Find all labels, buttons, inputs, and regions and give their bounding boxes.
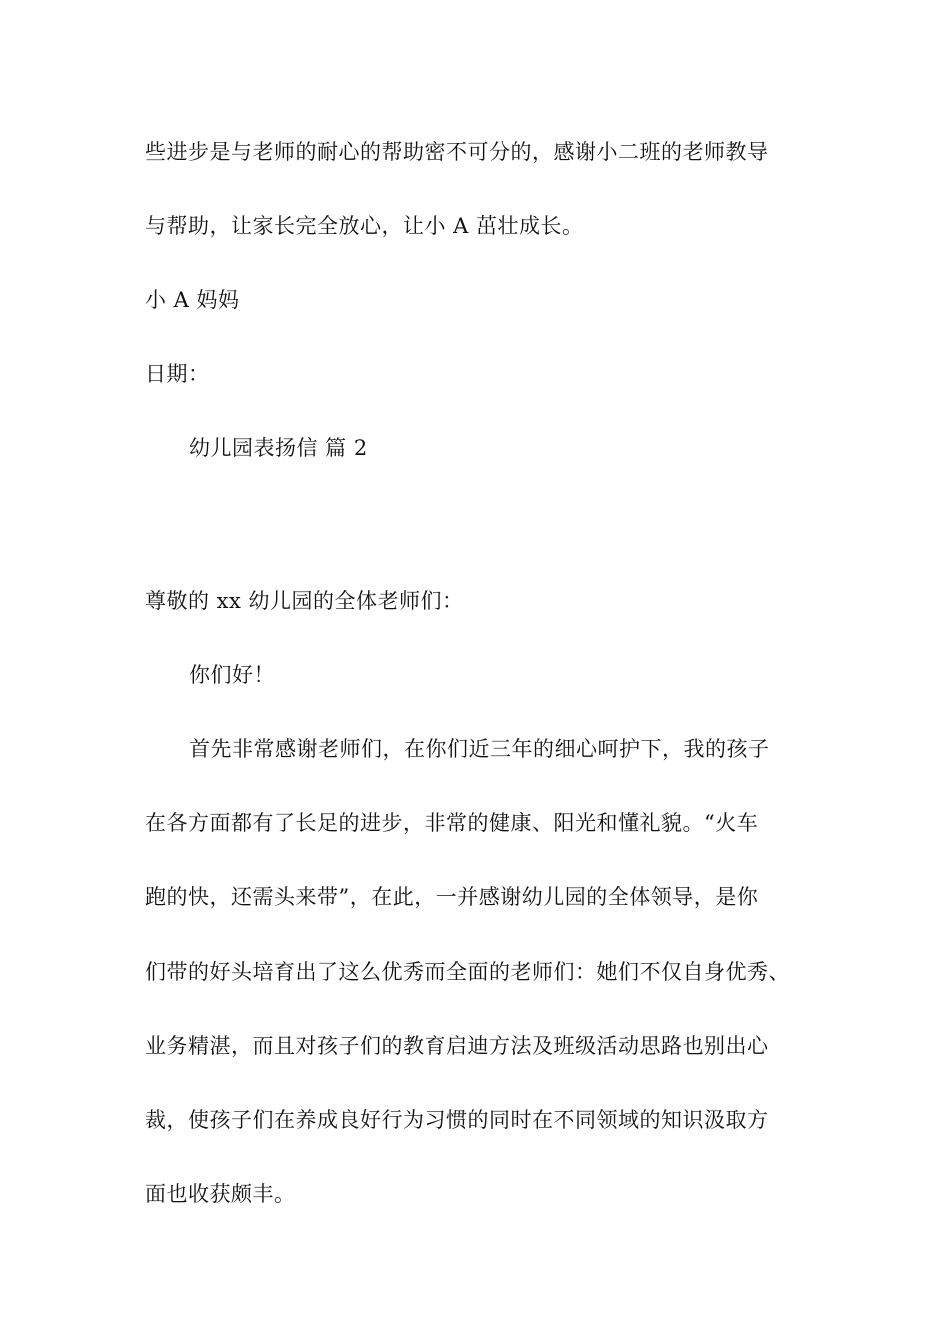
greeting: 你们好！ [189, 663, 275, 687]
date-label: 日期： [145, 362, 210, 386]
section-heading: 幼儿园表扬信 篇 2 [189, 436, 368, 460]
paragraph-line: 裁，使孩子们在养成良好行为习惯的同时在不同领域的知识汲取方 [145, 1108, 769, 1132]
paragraph-line: 跑的快，还需头来带”，在此，一并感谢幼儿园的全体领导，是你 [145, 885, 759, 909]
paragraph-line: 些进步是与老师的耐心的帮助密不可分的，感谢小二班的老师教导 [145, 140, 769, 164]
paragraph-line: 们带的好头培育出了这么优秀而全面的老师们：她们不仅自身优秀、 [145, 960, 790, 984]
salutation: 尊敬的 xx 幼儿园的全体老师们： [145, 589, 464, 613]
paragraph-line: 业务精湛，而且对孩子们的教育启迪方法及班级活动思路也别出心 [145, 1034, 769, 1058]
paragraph-line: 面也收获颇丰。 [145, 1182, 296, 1206]
paragraph-line: 首先非常感谢老师们，在你们近三年的细心呵护下，我的孩子 [189, 737, 770, 761]
paragraph-line: 在各方面都有了长足的进步，非常的健康、阳光和懂礼貌。“火车 [145, 811, 759, 835]
signature-name: 小 A 妈妈 [145, 288, 240, 312]
paragraph-line: 与帮助，让家长完全放心，让小 A 茁壮成长。 [145, 214, 584, 238]
